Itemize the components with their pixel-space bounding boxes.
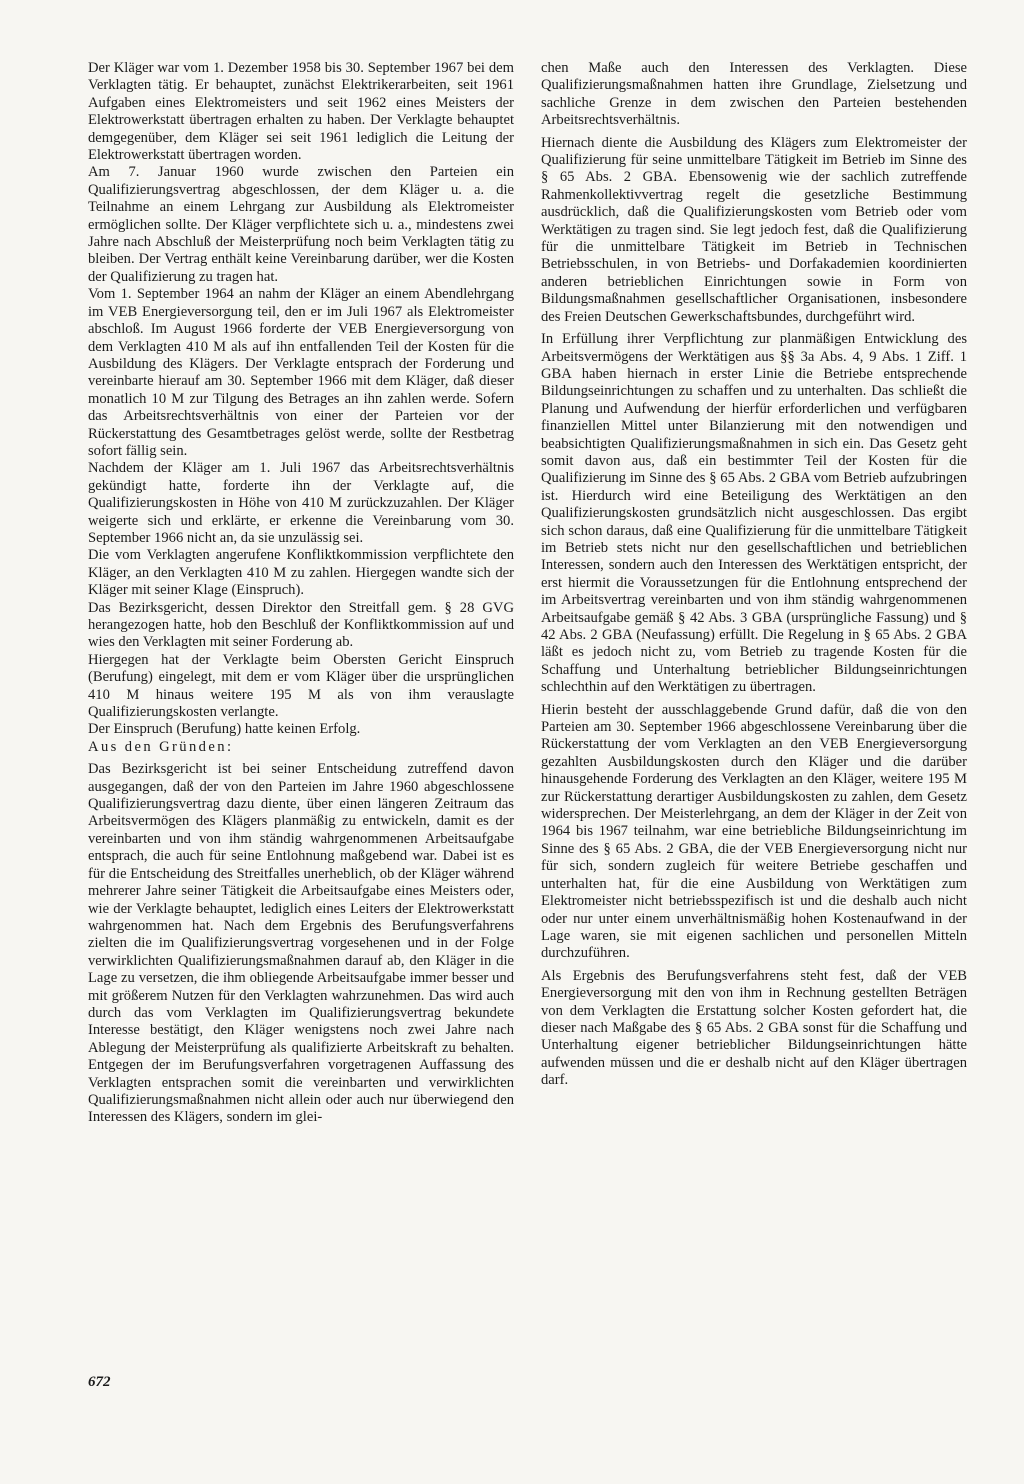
paragraph-qualification-contract: Am 7. Januar 1960 wurde zwischen den Parteien ein Qualifizierungsvertrag abgeschlossen, der dem Kläger u. a. die Teilnahme an einem Lehrgang zur Ausbildung als Elektromeister ermöglichen sollte. Der Kläger verpflichtete sich u. a., mindestens zwei Jahre nach Abschluß der Meisterprüfung noch beim Verklagten tätig zu bleiben. Der Vertrag enthält keine Vereinbarung darüber, wer die Kosten der Qualifizierung zu tragen hat. bbox=[88, 164, 514, 285]
paragraph-appeal-result: Der Einspruch (Berufung) hatte keinen Erfolg. bbox=[88, 721, 361, 738]
section-heading-reasons: Aus den Gründen: bbox=[88, 738, 234, 755]
right-column bbox=[541, 60, 967, 1095]
paragraph-result: Als Ergebnis des Berufungsverfahrens steht fest, daß der VEB Energieversorgung mit den von ihm in Rechnung gestellten Beträgen von dem Verklagten die Erstattung solcher Kosten gefordert hat, die dieser nach Maßgabe des § 65 Abs. 2 GBA sonst für die Schaffung und Unterhaltung eigener betrieblicher Bildungseinrichtungen hätte aufwenden müssen und die er deshalb nicht auf den Kläger übertragen darf. bbox=[541, 967, 967, 1089]
paragraph-decisive-reason: Hierin besteht der ausschlaggebende Grund dafür, daß die von den Parteien am 30. September 1966 abgeschlossene Vereinbarung über die Rückerstattung der vom Verklagten an den VEB Energieversorgung gezahlten Ausbildungskosten durch den Kläger und die darüber hinausgehende Forderung des Verklagten an den Kläger, weitere 195 M zur Rückerstattung derartiger Ausbildungskosten zu zahlen, dem Gesetz widersprechen. Der Meisterlehrgang, an dem der Kläger in der Zeit von 1964 bis 1967 teilnahm, war eine betriebliche Bildungseinrichtung im Sinne des § 65 Abs. 2 GBA, die der VEB Energieversorgung nicht nur für sich, sondern zugleich für weitere Betriebe geschaffen und unterhalten hat, für die eine Ausbildung von Werktätigen zum Elektromeister nicht betriebsspezifisch ist und die deshalb auch nicht oder nur unter einem unverhältnismäßig hohen Kostenaufwand in der Lage waren, sie mit eigenen sachlichen und personellen Mitteln durchzuführen. bbox=[541, 701, 967, 962]
paragraph-employment-facts: Der Kläger war vom 1. Dezember 1958 bis 30. September 1967 bei dem Verklagten tätig. Er behauptet, zunächst Elektrikerarbeiten, seit 1961 Aufgaben eines Elektromeisters und seit 1962 eines Meisters der Elektrowerkstatt übertragen erhalten zu haben. Der Verklagte behauptet demgegenüber, dem Kläger sei seit 1961 lediglich die Leitung der Elektrowerkstatt übertragen worden. bbox=[88, 60, 514, 164]
paragraph-appeal: Hiergegen hat der Verklagte beim Obersten Gericht Einspruch (Berufung) eingelegt, mit dem er vom Kläger über die ursprünglichen 410 M hinaus weitere 195 M als von ihm verauslagte Qualifizierungskosten verlangte. bbox=[88, 651, 514, 721]
paragraph-district-court: Das Bezirksgericht, dessen Direktor den Streitfall gem. § 28 GVG herangezogen hatte, hob den Beschluß der Konfliktkommission auf und wies den Verklagten mit seiner Forderung ab. bbox=[88, 599, 514, 651]
paragraph-evening-course: Vom 1. September 1964 an nahm der Kläger an einem Abendlehrgang im VEB Energieversorgung teil, den er im Juli 1967 als Elektromeister abschloß. Im August 1966 forderte der VEB Energieversorgung von dem Verklagten 410 M als auf ihn entfallenden Teil der Kosten für die Ausbildung des Klägers. Der Verklagte entsprach der Forderung und vereinbarte hierauf am 30. September 1966 mit dem Kläger, daß dieser monatlich 10 M zur Tilgung des Betrages an ihn zahlen werde. Sofern das Arbeitsrechtsverhältnis von einer der Parteien vor der Rückerstattung des Gesamtbetrages gelöst werde, sollte der Restbetrag sofort fällig sein. bbox=[88, 286, 514, 459]
paragraph-training-purpose: Hiernach diente die Ausbildung des Klägers zum Elektromeister der Qualifizierung für seine unmittelbare Tätigkeit im Betrieb im Sinne des § 65 Abs. 2 GBA. Ebensowenig wie der sachlich zutreffende Rahmenkollektivvertrag regelt die gesetzliche Bestimmung ausdrücklich, daß die Qualifizierungskosten vom Betrieb oder vom Werktätigen zu tragen sind. Sie legt jedoch fest, daß die Qualifizierung für die unmittelbare Tätigkeit im Betrieb in Technischen Betriebsschulen, in von Betriebs- und Dorfakademien koordinierten anderen betrieblichen Einrichtungen sowie in Form von Bildungsmaßnahmen gesellschaftlicher Organisationen, insbesondere des Freien Deutschen Gewerkschaftsbundes, durchgeführt wird. bbox=[541, 134, 967, 325]
paragraph-interests: chen Maße auch den Interessen des Verklagten. Diese Qualifizierungsmaßnahmen hatten ihre Grundlage, Zielsetzung und sachliche Grenze in dem zwischen den Parteien bestehenden Arbeitsrechtsverhältnis. bbox=[541, 60, 967, 129]
paragraph-conflict-commission: Die vom Verklagten angerufene Konfliktkommission verpflichtete den Kläger, an den Verklagten 410 M zu zahlen. Hiergegen wandte sich der Kläger mit seiner Klage (Einspruch). bbox=[88, 547, 514, 599]
paragraph-obligations: In Erfüllung ihrer Verpflichtung zur planmäßigen Entwicklung des Arbeitsvermögens der Werktätigen aus §§ 3a Abs. 4, 9 Abs. 1 Ziff. 1 GBA haben hiernach in erster Linie die Betriebe entsprechende Bildungseinrichtungen zu schaffen und zu unterhalten. Das schließt die Planung und Aufwendung der hierfür erforderlichen und verfügbaren finanziellen Mittel unter Bilanzierung mit den notwendigen und beabsichtigten Qualifizierungsmaßnahmen in sich ein. Das Gesetz geht somit davon aus, daß ein bestimmter Teil der Kosten für die Qualifizierung im Sinne des § 65 Abs. 2 GBA vom Betrieb aufzubringen ist. Hierdurch wird eine Beteiligung des Werktätigen an den Qualifizierungskosten grundsätzlich nicht ausgeschlossen. Das ergibt sich schon daraus, daß eine Qualifizierung für die unmittelbare Tätigkeit im Betrieb stets nicht nur den gesellschaftlichen und betrieblichen Interessen, sondern auch den Interessen des Werktätigen entspricht, der erst hiermit die Voraussetzungen für die Entlohnung entsprechend der im Arbeitsvertrag vereinbarten und von ihm ständig wahrgenommenen Arbeitsaufgabe gemäß § 42 Abs. 3 GBA (ursprüngliche Fassung) und § 42 Abs. 2 GBA (Neufassung) erfüllt. Die Regelung in § 65 Abs. 2 GBA läßt es jedoch nicht zu, vom Betrieb zu tragende Kosten für die Schaffung und Unterhaltung betrieblicher Bildungseinrichtungen schlechthin auf den Werktätigen zu übertragen. bbox=[541, 331, 967, 696]
paragraph-termination: Nachdem der Kläger am 1. Juli 1967 das Arbeitsrechtsverhältnis gekündigt hatte, forderte ihn der Verklagte auf, die Qualifizierungskosten in Höhe von 410 M zurückzuzahlen. Der Kläger weigerte sich und erklärte, er erkenne die Vereinbarung vom 30. September 1966 nicht an, da sie unzulässig sei. bbox=[88, 460, 514, 546]
paragraph-reasons: Das Bezirksgericht ist bei seiner Entscheidung zutreffend davon ausgegangen, daß der von den Parteien im Jahre 1960 abgeschlossene Qualifizierungsvertrag dazu diente, über einen längeren Zeitraum das Arbeitsvermögen des Klägers planmäßig zu entwickeln, damit es der vereinbarten und von ihm ständig wahrgenommenen Arbeitsaufgabe entsprach, die auch für seine Entlohnung maßgebend war. Dabei ist es für die Entscheidung des Streitfalles unerheblich, ob der Kläger während mehrerer Jahre seiner Tätigkeit die Arbeitsaufgabe eines Meisters oder, wie der Verklagte behauptet, lediglich eines Leiters der Elektrowerkstatt wahrgenommen hat. Nach dem Ergebnis des Berufungsverfahrens zielten die im Qualifizierungsvertrag vorgesehenen und in der Folge verwirklichten Qualifizierungsmaßnahmen darauf ab, den Kläger in die Lage zu versetzen, die ihm obliegende Arbeitsaufgabe immer besser und mit größerem Nutzen für den Verklagten wahrzunehmen. Das wird auch durch das vom Verklagten im Qualifizierungsvertrag bekundete Interesse bestätigt, den Kläger wenigstens noch zwei Jahre nach Ablegung der Meisterprüfung als qualifizierte Arbeitskraft zu behalten. Entgegen der im Berufungsverfahren vorgetragenen Auffassung des Verklagten entsprachen somit die vereinbarten und verwirklichten Qualifizierungsmaßnahmen nicht allein oder auch nur überwiegend den Interessen des Klägers, sondern im glei- bbox=[88, 761, 514, 1126]
left-column bbox=[88, 60, 514, 1127]
page-number: 672 bbox=[88, 1374, 111, 1390]
